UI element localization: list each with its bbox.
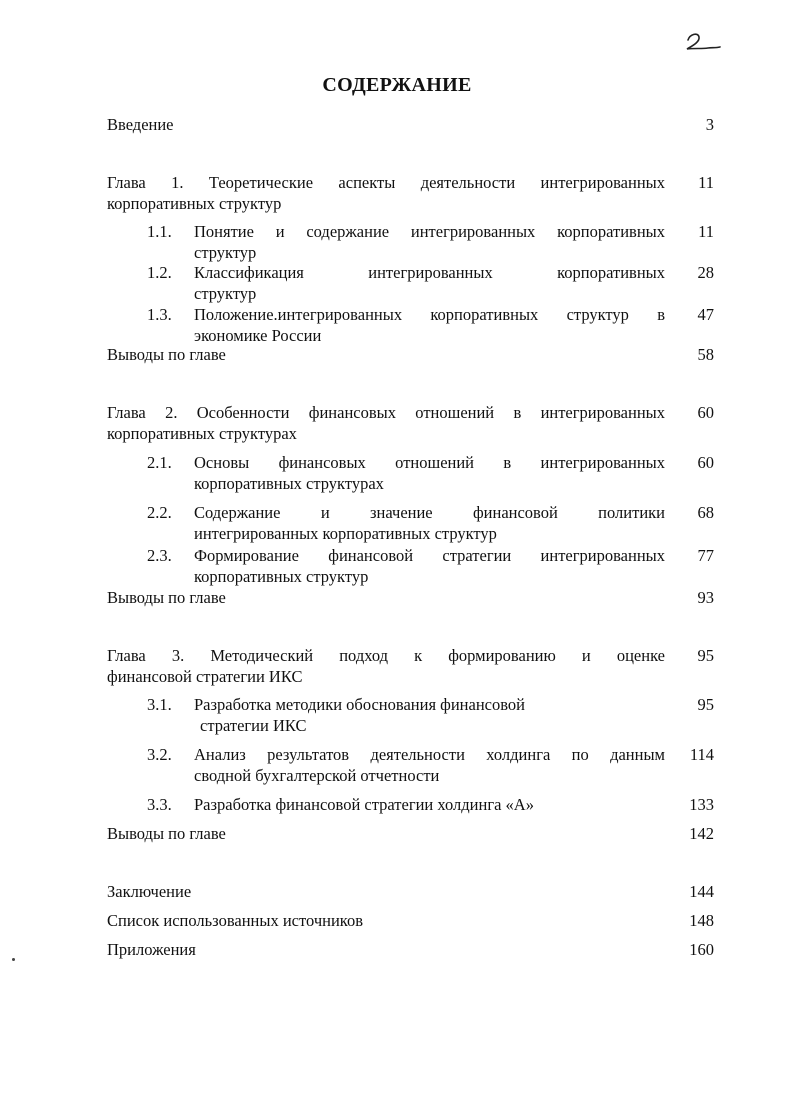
toc-section-number: 2.2. xyxy=(147,503,172,522)
toc-entry-text-line2: структур xyxy=(194,243,257,262)
toc-entry-text-line1: Основы финансовых отношений в интегрированных xyxy=(194,453,665,472)
toc-entry-text-line2: сводной бухгалтерской отчетности xyxy=(194,766,440,785)
toc-entry-text-line2: стратегии ИКС xyxy=(200,716,307,735)
toc-page-number: 114 xyxy=(689,745,714,764)
toc-page-number: 58 xyxy=(697,345,714,364)
toc-page-number: 60 xyxy=(697,403,714,422)
toc-section-number: 1.3. xyxy=(147,305,172,324)
toc-page-number: 148 xyxy=(689,911,714,930)
toc-entry-text-line2: корпоративных структур xyxy=(194,567,369,586)
toc-entry-text-line1: Глава 3. Методический подход к формированию и оценке xyxy=(107,646,665,665)
toc-page-number: 3 xyxy=(705,115,714,134)
toc-entry-text: Разработка финансовой стратегии холдинга «А» xyxy=(194,795,534,814)
toc-entry-text-line1: Глава 1. Теоретические аспекты деятельности интегрированных xyxy=(107,173,665,192)
toc-entry-text: Заключение xyxy=(107,882,192,901)
toc-entry-text-line1: Содержание и значение финансовой политики xyxy=(194,503,665,522)
toc-page-number: 142 xyxy=(689,824,714,843)
toc-entry-text-line2: структур xyxy=(194,284,257,303)
toc-entry-text-line1: Положение.интегрированных корпоративных структур в xyxy=(194,305,665,324)
toc-entry-text-line1: Разработка методики обоснования финансовой xyxy=(194,695,525,714)
toc-page-number: 11 xyxy=(698,222,714,241)
toc-page-number: 68 xyxy=(697,503,714,522)
toc-entry-text: Приложения xyxy=(107,940,196,959)
page-title: СОДЕРЖАНИЕ xyxy=(322,74,472,96)
toc-entry-text: Выводы по главе xyxy=(107,345,226,364)
toc-page-number: 11 xyxy=(698,173,714,192)
toc-page-number: 144 xyxy=(689,882,714,901)
toc-page-number: 77 xyxy=(697,546,714,565)
toc-section-number: 2.1. xyxy=(147,453,172,472)
toc-entry-text-line2: корпоративных структурах xyxy=(107,424,297,443)
toc-page-number: 93 xyxy=(697,588,714,607)
toc-entry-text: Список использованных источников xyxy=(107,911,363,930)
toc-section-number: 1.1. xyxy=(147,222,172,241)
toc-entry-text: Введение xyxy=(107,115,174,134)
toc-section-number: 1.2. xyxy=(147,263,172,282)
toc-entry-text-line2: корпоративных структурах xyxy=(194,474,384,493)
toc-entry-text: Выводы по главе xyxy=(107,824,226,843)
handwritten-page-number xyxy=(682,26,722,56)
toc-page-number: 47 xyxy=(697,305,714,324)
scan-artifact-dot xyxy=(12,958,15,961)
toc-entry-text-line1: Глава 2. Особенности финансовых отношений в интегрированных xyxy=(107,403,665,422)
toc-page-number: 28 xyxy=(697,263,714,282)
toc-page-number: 95 xyxy=(697,695,714,714)
toc-page-number: 95 xyxy=(697,646,714,665)
toc-entry-text-line2: финансовой стратегии ИКС xyxy=(107,667,303,686)
toc-section-number: 3.1. xyxy=(147,695,172,714)
toc-entry-text-line1: Анализ результатов деятельности холдинга по данным xyxy=(194,745,665,764)
toc-page-number: 160 xyxy=(689,940,714,959)
toc-section-number: 3.2. xyxy=(147,745,172,764)
toc-entry-text: Выводы по главе xyxy=(107,588,226,607)
toc-entry-text-line2: корпоративных структур xyxy=(107,194,282,213)
toc-entry-text-line1: Понятие и содержание интегрированных корпоративных xyxy=(194,222,665,241)
toc-entry-text-line1: Формирование финансовой стратегии интегрированных xyxy=(194,546,665,565)
toc-entry-text-line1: Классификация интегрированных корпоративных xyxy=(194,263,665,282)
toc-page-number: 60 xyxy=(697,453,714,472)
toc-page-number: 133 xyxy=(689,795,714,814)
toc-section-number: 2.3. xyxy=(147,546,172,565)
toc-entry-text-line2: экономике России xyxy=(194,326,322,345)
toc-section-number: 3.3. xyxy=(147,795,172,814)
toc-entry-text-line2: интегрированных корпоративных структур xyxy=(194,524,497,543)
